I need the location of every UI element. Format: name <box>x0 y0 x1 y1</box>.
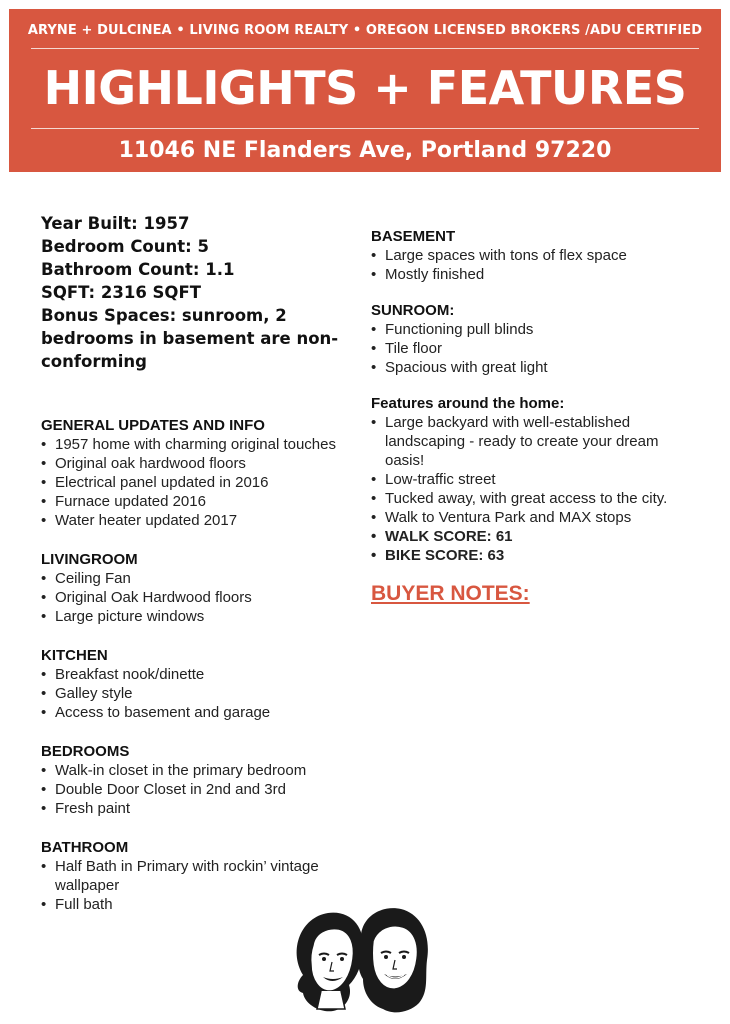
list-item: • Ceiling Fan <box>41 569 341 588</box>
bullet-list <box>371 320 686 377</box>
section-general-updates <box>41 416 341 530</box>
banner-divider-top <box>31 48 699 49</box>
header-banner <box>9 9 721 172</box>
section-livingroom <box>41 550 341 626</box>
section-title: KITCHEN <box>41 647 108 664</box>
left-column <box>41 212 341 934</box>
list-item: • Double Door Closet in 2nd and 3rd <box>41 780 341 799</box>
list-item: • 1957 home with charming original touches <box>41 435 341 454</box>
section-bedrooms <box>41 742 341 818</box>
section-title: BEDROOMS <box>41 743 130 760</box>
list-item: • Original oak hardwood floors <box>41 454 341 473</box>
list-item: • Water heater updated 2017 <box>41 511 341 530</box>
brokers-tagline: ARYNE + DULCINEA • LIVING ROOM REALTY • OREGON LICENSED BROKERS /ADU CERTIFIED <box>27 23 703 38</box>
bullet-list <box>41 435 341 530</box>
section-features-around-home <box>371 394 686 565</box>
right-column <box>371 227 686 606</box>
list-item: • Large picture windows <box>41 607 341 626</box>
list-item: • Large spaces with tons of flex space <box>371 246 686 265</box>
list-item: • Functioning pull blinds <box>371 320 686 339</box>
bullet-list <box>41 665 341 722</box>
section-title: GENERAL UPDATES AND INFO <box>41 417 265 434</box>
fact-year-built: Year Built: 1957 <box>41 214 190 233</box>
section-sunroom <box>371 301 686 377</box>
fact-sqft: SQFT: 2316 SQFT <box>41 283 201 302</box>
section-title: Features around the home: <box>371 395 565 412</box>
fact-bonus-spaces: Bonus Spaces: sunroom, 2 bedrooms in basement are non-conforming <box>41 306 339 371</box>
list-item: • Galley style <box>41 684 341 703</box>
bullet-list <box>371 246 686 284</box>
list-item: • Mostly finished <box>371 265 686 284</box>
bike-score: • BIKE SCORE: 63 <box>371 546 686 565</box>
page-title: HIGHLIGHTS + FEATURES <box>43 61 687 115</box>
list-item: • Half Bath in Primary with rockin’ vintage wallpaper <box>41 857 341 895</box>
section-kitchen <box>41 646 341 722</box>
list-item: • Original Oak Hardwood floors <box>41 588 341 607</box>
section-basement <box>371 227 686 284</box>
list-item: • Full bath <box>41 895 341 914</box>
section-title: SUNROOM: <box>371 302 455 319</box>
list-item: • Walk to Ventura Park and MAX stops <box>371 508 686 527</box>
list-item: • Breakfast nook/dinette <box>41 665 341 684</box>
property-address: 11046 NE Flanders Ave, Portland 97220 <box>118 138 612 163</box>
list-item: • Spacious with great light <box>371 358 686 377</box>
bullet-list <box>41 761 341 818</box>
list-item: • Access to basement and garage <box>41 703 341 722</box>
property-facts <box>41 212 341 373</box>
banner-divider-bottom <box>31 128 699 129</box>
section-title: LIVINGROOM <box>41 551 138 568</box>
list-item: • Low-traffic street <box>371 470 686 489</box>
section-title: BATHROOM <box>41 839 129 856</box>
bullet-list <box>41 569 341 626</box>
buyer-notes-heading: BUYER NOTES: <box>371 582 530 605</box>
walk-score: • WALK SCORE: 61 <box>371 527 686 546</box>
list-item: • Walk-in closet in the primary bedroom <box>41 761 341 780</box>
list-item: • Tile floor <box>371 339 686 358</box>
list-item: • Tucked away, with great access to the city. <box>371 489 686 508</box>
list-item: • Furnace updated 2016 <box>41 492 341 511</box>
list-item: • Electrical panel updated in 2016 <box>41 473 341 492</box>
bullet-list <box>371 413 686 565</box>
two-women-portrait-logo-icon <box>283 905 433 1017</box>
section-bathroom <box>41 838 341 914</box>
fact-bathroom-count: Bathroom Count: 1.1 <box>41 260 235 279</box>
list-item: • Large backyard with well-established landscaping - ready to create your dream oasis! <box>371 413 686 470</box>
fact-bedroom-count: Bedroom Count: 5 <box>41 237 209 256</box>
list-item: • Fresh paint <box>41 799 341 818</box>
section-title: BASEMENT <box>371 228 456 245</box>
